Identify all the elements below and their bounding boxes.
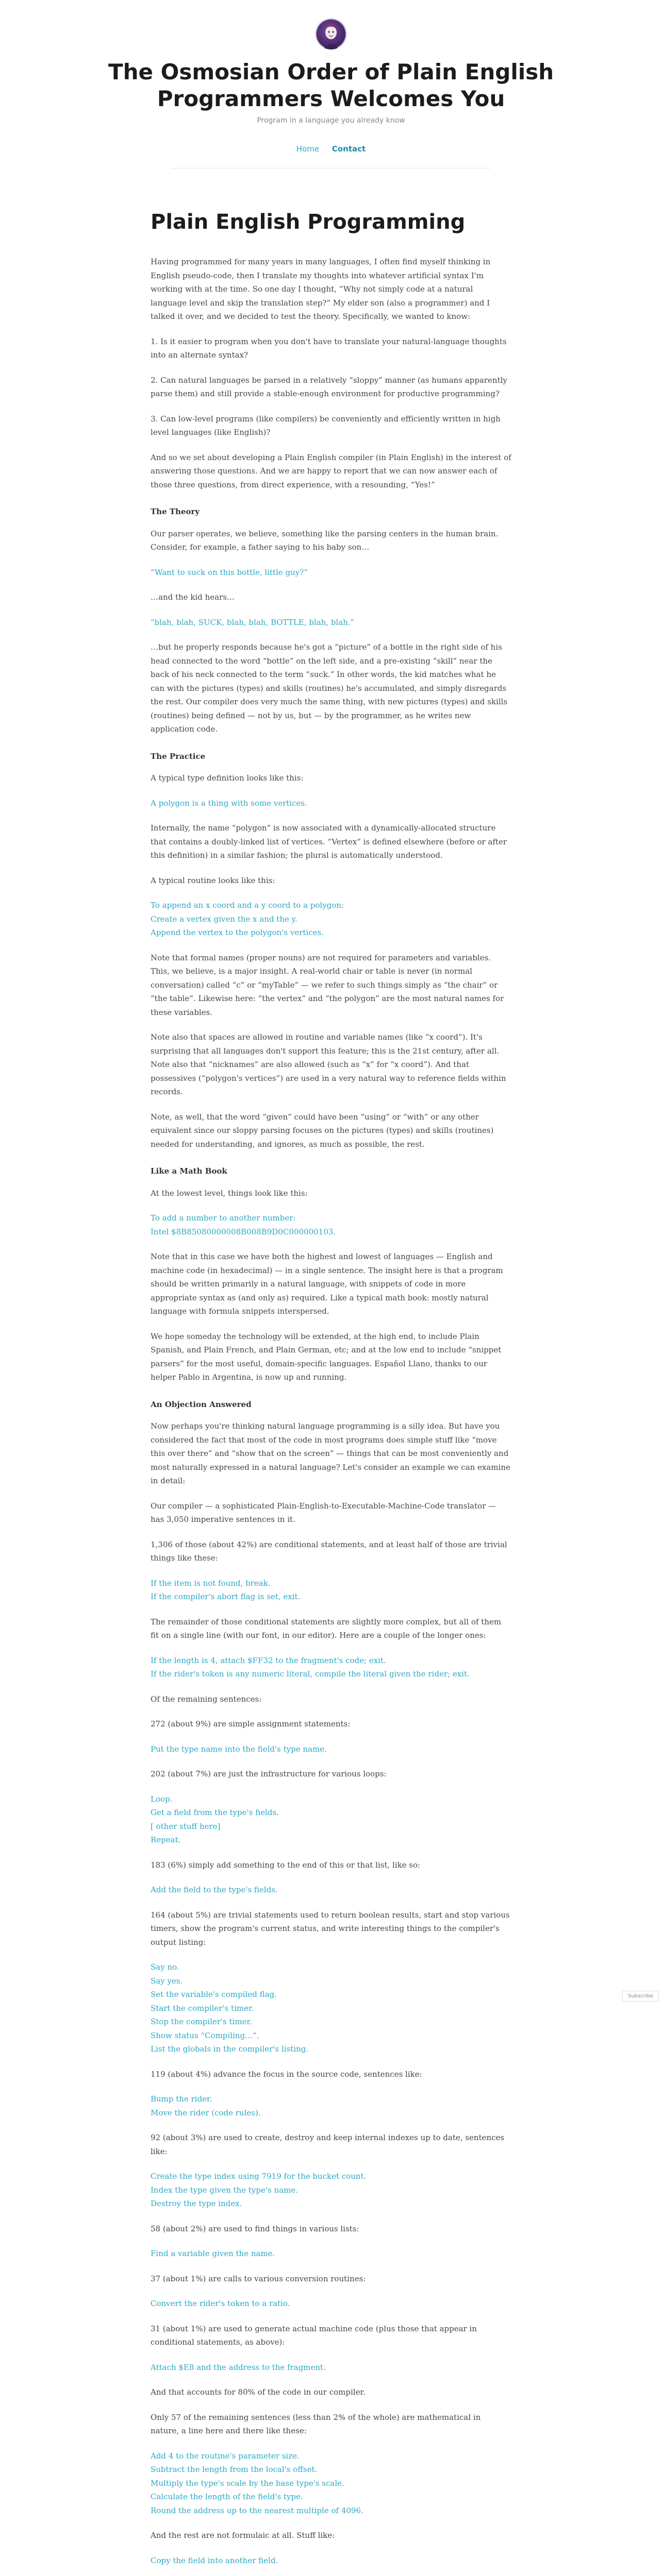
code-line: Create the type index using 7919 for the bucket count. — [151, 2172, 367, 2181]
paragraph: Note, as well, that the word “given” could have been “using” or “with” or any other equivalent since our sloppy parsing focuses on the pictures (types) and skills (routines) needed for understanding, and ignores, as much as possible, the rest. — [151, 1112, 494, 1149]
section-heading-practice: The Practice — [151, 751, 206, 761]
paragraph: Of the remaining sentences: — [151, 1694, 262, 1704]
post-title: Plain English Programming — [151, 210, 466, 234]
code-quote: “blah, blah, SUCK, blah, blah, BOTTLE, blah, blah.” — [151, 617, 355, 627]
code-line: Say no. — [151, 1962, 179, 1972]
code-line: Round the address up to the nearest multiple of 4096. — [151, 2505, 363, 2515]
question-1: 1. Is it easier to program when you don't have to translate your natural-language thoughts into an alternate syntax? — [151, 336, 507, 360]
code-line: Attach $E8 and the address to the fragment. — [151, 2362, 326, 2372]
question-3: 3. Can low-level programs (like compilers) be conveniently and efficiently written in high level languages (like English)? — [151, 414, 501, 437]
site-logo[interactable] — [316, 19, 346, 49]
paragraph: Our compiler — a sophisticated Plain-English-to-Executable-Machine-Code translator — has 3,050 imperative sentences in it. — [151, 1501, 496, 1524]
code-line: To add a number to another number: — [151, 1213, 296, 1223]
code-quote: “Want to suck on this bottle, little guy?” — [151, 567, 308, 577]
question-2: 2. Can natural languages be parsed in a relatively “sloppy” manner (as humans apparently parse them) and still provide a stable-enough environment for productive programming? — [151, 375, 507, 398]
nav-home-link[interactable]: Home — [296, 144, 320, 154]
paragraph: 37 (about 1%) are calls to various conversion routines: — [151, 2274, 366, 2283]
paragraph: And that accounts for 80% of the code in our compiler. — [151, 2387, 366, 2397]
section-heading-math: Like a Math Book — [151, 1166, 227, 1176]
paragraph: At the lowest level, things look like this: — [151, 1188, 308, 1198]
code-snippet — [151, 1211, 511, 1239]
paragraph: 58 (about 2%) are used to find things in various lists: — [151, 2224, 359, 2233]
code-line: Repeat. — [151, 1835, 181, 1844]
code-line: Find a variable given the name. — [151, 2249, 275, 2258]
code-line: Destroy the type index. — [151, 2199, 242, 2208]
code-line: Put the type name into the field's type name. — [151, 1744, 327, 1754]
code-snippet — [151, 1577, 511, 1604]
code-line: Stop the compiler's timer. — [151, 2017, 252, 2026]
code-snippet — [151, 2449, 511, 2518]
code-line: If the compiler's abort flag is set, exit. — [151, 1592, 301, 1601]
code-snippet — [151, 1792, 511, 1847]
paragraph: Note also that spaces are allowed in routine and variable names (like “x coord”). It's surprising that all languages don't support this feature; this is the 21st century, after all. Note also that “nicknames” are also allowed (such as “x” for “x coord”). And that possessives (“polygon's vertices”) are used in a very natural way to reference fields within records. — [151, 1032, 506, 1096]
paragraph: Note that formal names (proper nouns) are not required for parameters and variables. This, we believe, is a major insight. A real-world chair or table is never (in normal conversation) called “c” or “myTable” — we refer to such things simply as “the chair” or “the table”. Likewise here: “the vertex” and “the polygon” are the most natural names for these variables. — [151, 953, 504, 1017]
code-line: List the globals in the compiler's listing. — [151, 2044, 309, 2054]
paragraph: 202 (about 7%) are just the infrastructure for various loops: — [151, 1769, 387, 1778]
main-navigation — [0, 144, 662, 154]
paragraph: …but he properly responds because he's got a “picture” of a bottle in the right side of his head connected to the word “bottle” on the left side, and a pre-existing “skill” near the back of his neck connected to the term “suck.” In other words, the kid matches what he can with the pictures (types) and skills (routines) he's accumulated, and simply disregards the rest. Our compiler does very much the same thing, with new pictures (types) and skills (routines) being defined — not by us, but — by the programmer, as he writes new application code. — [151, 642, 508, 734]
code-line: Set the variable's compiled flag. — [151, 1990, 277, 1999]
paragraph: A typical routine looks like this: — [151, 875, 275, 885]
logo-icon — [316, 19, 346, 49]
code-snippet: A polygon is a thing with some vertices. — [151, 798, 307, 808]
code-snippet — [151, 1960, 511, 2056]
code-line: To append an x coord and a y coord to a polygon: — [151, 901, 344, 910]
site-tagline: Program in a language you already know — [257, 116, 405, 125]
code-line: Append the vertex to the polygon's vertices. — [151, 928, 324, 937]
code-line: Start the compiler's timer. — [151, 2003, 254, 2013]
code-line: Bump the rider. — [151, 2094, 212, 2104]
code-line: If the length is 4, attach $FF32 to the fragment's code; exit. — [151, 1655, 386, 1665]
paragraph: 164 (about 5%) are trivial statements used to return boolean results, start and stop various timers, show the program's current status, and write interesting things to the compiler's output listing: — [151, 1910, 510, 1947]
code-line: Add the field to the type's fields. — [151, 1885, 278, 1894]
paragraph: Note that in this case we have both the highest and lowest of languages — English and machine code (in hexadecimal) — in a single sentence. The insight here is that a program should be written primarily in a natural language, with snippets of code in more appropriate syntax as (and only as) required. Like a typical math book: mostly natural language with formula snippets interspersed. — [151, 1252, 503, 1316]
paragraph: And so we set about developing a Plain English compiler (in Plain English) in the interest of answering those questions. And we are happy to report that we can now answer each of those three questions, from direct experience, with a resounding, “Yes!” — [151, 452, 511, 489]
paragraph: Only 57 of the remaining sentences (less than 2% of the whole) are mathematical in nature, a line here and there like these: — [151, 2412, 481, 2435]
paragraph: The remainder of those conditional statements are slightly more complex, but all of them fit on a single line (with our font, in our editor). Here are a couple of the longer ones: — [151, 1617, 502, 1640]
code-line: If the item is not found, break. — [151, 1578, 271, 1588]
code-snippet — [151, 2247, 511, 2261]
paragraph: A typical type definition looks like this: — [151, 773, 304, 783]
code-line: Add 4 to the routine's parameter size. — [151, 2451, 300, 2461]
code-line: Get a field from the type's fields. — [151, 1808, 279, 1817]
paragraph: Having programmed for many years in many languages, I often find myself thinking in English pseudo-code, then I translate my thoughts into whatever artificial syntax I'm working with at the time. So one day I thought, “Why not simply code at a natural language level and skip the translation step?” My elder son (also a programmer) and I talked it over, and we decided to test the theory. Specifically, we wanted to know: — [151, 257, 491, 321]
code-snippet — [151, 899, 511, 940]
section-heading-theory: The Theory — [151, 507, 200, 516]
paragraph: 1,306 of those (about 42%) are conditional statements, and at least half of those are trivial things like these: — [151, 1539, 507, 1563]
paragraph: 31 (about 1%) are used to generate actual machine code (plus those that appear in conditional statements, as above): — [151, 2324, 477, 2347]
paragraph: We hope someday the technology will be extended, at the high end, to include Plain Spanish, and Plain French, and Plain German, etc; and at the low end to include “snippet parsers” for the most useful, domain-specific languages. Español Llano, thanks to our helper Pablo in Argentina, is now up and running. — [151, 1331, 502, 1382]
code-line: Show status “Compiling…”. — [151, 2030, 259, 2040]
code-line: Create a vertex given the x and the y. — [151, 914, 297, 924]
code-line: If the rider's token is any numeric literal, compile the literal given the rider; exit. — [151, 1669, 470, 1679]
code-snippet — [151, 2170, 511, 2211]
paragraph: 92 (about 3%) are used to create, destroy and keep internal indexes up to date, sentences like: — [151, 2133, 505, 2156]
site-header — [0, 0, 662, 168]
code-line: Multiply the type's scale by the base type's scale. — [151, 2478, 344, 2488]
code-snippet — [151, 1654, 511, 1681]
paragraph: 272 (about 9%) are simple assignment statements: — [151, 1719, 351, 1728]
code-line: [ other stuff here] — [151, 1821, 221, 1831]
section-heading-objection: An Objection Answered — [151, 1399, 252, 1409]
code-line: Copy the field into another field. — [151, 2555, 278, 2565]
code-line: Calculate the length of the field's type. — [151, 2492, 303, 2501]
code-line: Intel $8B85080000008B008B9D0C000000103. — [151, 1227, 336, 1236]
paragraph: 183 (6%) simply add something to the end of this or that list, like so: — [151, 1860, 421, 1870]
paragraph: 119 (about 4%) advance the focus in the source code, sentences like: — [151, 2069, 422, 2079]
code-snippet — [151, 2092, 511, 2120]
code-line: Convert the rider's token to a ratio. — [151, 2299, 290, 2308]
paragraph: And the rest are not formulaic at all. Stuff like: — [151, 2531, 335, 2540]
code-line: Index the type given the type's name. — [151, 2185, 298, 2195]
nav-contact-link[interactable]: Contact — [332, 144, 366, 154]
code-line: Subtract the length from the local's offset. — [151, 2465, 318, 2474]
code-line: Loop. — [151, 1794, 173, 1804]
paragraph: Now perhaps you're thinking natural language programming is a silly idea. But have you considered the fact that most of the code in most programs does simple stuff like “move this over there” and “show that on the screen” — things that can be most conveniently and most naturally expressed in a natural language? Let's consider an example we can examine in detail: — [151, 1421, 510, 1485]
code-snippet — [151, 1883, 511, 1897]
code-snippet — [151, 2361, 511, 2375]
post-content — [151, 210, 511, 2567]
paragraph: Internally, the name “polygon” is now associated with a dynamically-allocated structure that contains a doubly-linked list of vertices. “Vertex” is defined elsewhere (before or after this definition) in a similar fashion; the plural is automatically understood. — [151, 823, 507, 860]
code-snippet — [151, 2554, 511, 2568]
code-snippet — [151, 2297, 511, 2311]
paragraph: …and the kid hears… — [151, 592, 235, 602]
site-title[interactable]: The Osmosian Order of Plain English Programmers Welcomes You — [108, 59, 554, 111]
code-snippet — [151, 1742, 511, 1756]
follow-button[interactable]: Subscribe — [622, 1991, 659, 2002]
paragraph: Our parser operates, we believe, something like the parsing centers in the human brain. Consider, for example, a father saying to his baby son… — [151, 529, 499, 552]
code-line: Say yes. — [151, 1976, 183, 1986]
code-line: Move the rider (code rules). — [151, 2108, 261, 2117]
